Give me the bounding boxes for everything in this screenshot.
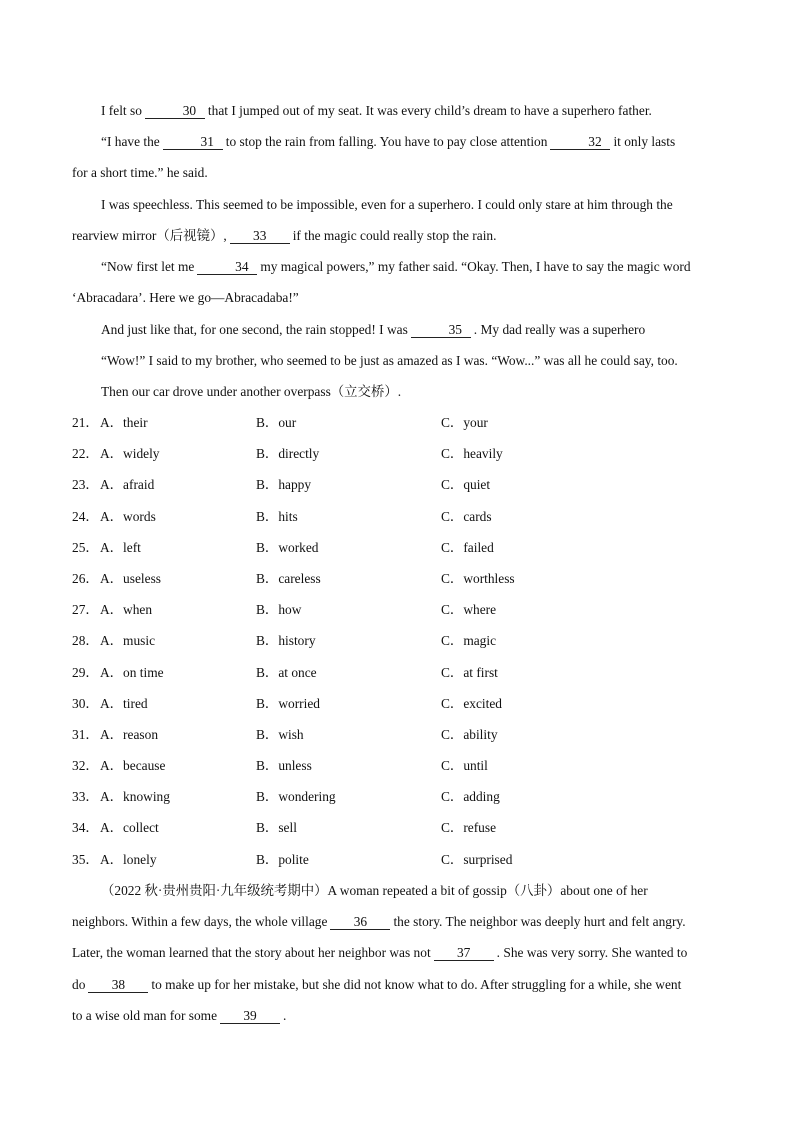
- option-b[interactable]: B．careless: [256, 570, 321, 586]
- blank-34[interactable]: 34: [197, 259, 257, 275]
- option-c[interactable]: C．heavily: [441, 446, 503, 462]
- paragraph-5: [72, 314, 722, 345]
- question-number: 30．: [72, 695, 99, 711]
- option-row: [72, 657, 722, 688]
- question-number: 26．: [72, 570, 99, 586]
- option-row: [72, 719, 722, 750]
- text: it only lasts: [613, 134, 676, 149]
- text: do: [72, 977, 86, 992]
- option-row: [72, 625, 722, 656]
- text: to stop the rain from falling. You have to pay close attention: [225, 134, 548, 149]
- text: .: [283, 1008, 287, 1023]
- paragraph-1: [72, 95, 722, 126]
- text: I felt so: [101, 103, 142, 118]
- option-row: [72, 532, 722, 563]
- option-row: [72, 688, 722, 719]
- option-b[interactable]: B．wondering: [256, 789, 336, 805]
- option-a[interactable]: A．afraid: [100, 477, 155, 493]
- option-row: [72, 750, 722, 781]
- text: the story. The neighbor was deeply hurt and felt angry.: [393, 914, 686, 929]
- option-b[interactable]: B．directly: [256, 446, 320, 462]
- question-number: 32．: [72, 758, 99, 774]
- question-number: 31．: [72, 726, 99, 742]
- question-number: 23．: [72, 477, 99, 493]
- option-a[interactable]: A．because: [100, 758, 166, 774]
- paragraph-4: [72, 251, 722, 282]
- option-b[interactable]: B．wish: [256, 726, 304, 742]
- text: And just like that, for one second, the rain stopped! I was: [101, 322, 408, 337]
- question-number: 28．: [72, 633, 99, 649]
- text: . My dad really was a superhero: [473, 322, 646, 337]
- blank-30[interactable]: 30: [145, 103, 205, 119]
- question-number: 29．: [72, 664, 99, 680]
- option-row: [72, 594, 722, 625]
- option-c[interactable]: C．worthless: [441, 570, 515, 586]
- text: neighbors. Within a few days, the whole village: [72, 914, 328, 929]
- options-list: [72, 407, 722, 875]
- option-a[interactable]: A．widely: [100, 446, 160, 462]
- option-a[interactable]: A．useless: [100, 570, 161, 586]
- blank-36[interactable]: 36: [330, 914, 390, 930]
- text: . She was very sorry. She wanted to: [496, 945, 688, 960]
- option-b[interactable]: B．worked: [256, 539, 319, 555]
- option-a[interactable]: A．their: [100, 415, 148, 430]
- option-a[interactable]: A．words: [100, 508, 156, 524]
- option-b[interactable]: B．worried: [256, 695, 320, 711]
- option-c[interactable]: C．where: [441, 602, 497, 618]
- option-b[interactable]: B．our: [256, 415, 297, 430]
- blank-38[interactable]: 38: [88, 977, 148, 993]
- option-c[interactable]: C．ability: [441, 726, 498, 742]
- paragraph-3: [72, 189, 722, 220]
- option-c[interactable]: C．until: [441, 758, 488, 774]
- paragraph-2: [72, 126, 722, 157]
- text: for a short time.” he said.: [72, 165, 208, 180]
- option-row: [72, 781, 722, 812]
- text: to make up for her mistake, but she did not know what to do. After struggling for a while, she went: [151, 977, 682, 992]
- option-a[interactable]: A．lonely: [100, 851, 157, 867]
- option-row: [72, 563, 722, 594]
- blank-31[interactable]: 31: [163, 134, 223, 150]
- blank-37[interactable]: 37: [434, 945, 494, 961]
- text: ‘Abracadara’. Here we go—Abracadaba!”: [72, 290, 299, 305]
- text: if the magic could really stop the rain.: [292, 228, 497, 243]
- option-b[interactable]: B．happy: [256, 477, 312, 493]
- option-c[interactable]: C．at first: [441, 664, 498, 680]
- option-c[interactable]: C．failed: [441, 539, 494, 555]
- option-row: [72, 407, 722, 438]
- question-number: 21．: [72, 415, 99, 430]
- paragraph-3-cont: [72, 220, 722, 251]
- text: Then our car drove under another overpass（立交桥）.: [101, 384, 402, 399]
- option-a[interactable]: A．when: [100, 602, 153, 618]
- text: “I have the: [101, 134, 160, 149]
- blank-39[interactable]: 39: [220, 1008, 280, 1024]
- option-c[interactable]: C．cards: [441, 508, 492, 524]
- option-c[interactable]: C．excited: [441, 695, 502, 711]
- option-a[interactable]: A．tired: [100, 695, 148, 711]
- blank-32[interactable]: 32: [550, 134, 610, 150]
- option-b[interactable]: B．polite: [256, 851, 309, 867]
- text: that I jumped out of my seat. It was every child’s dream to have a superhero father.: [207, 103, 652, 118]
- text: “Now first let me: [101, 259, 195, 274]
- option-row: [72, 812, 722, 843]
- paragraph-6: [72, 345, 722, 376]
- option-b[interactable]: B．unless: [256, 758, 312, 774]
- blank-35[interactable]: 35: [411, 322, 471, 338]
- text: to a wise old man for some: [72, 1008, 218, 1023]
- paragraph-7: [72, 376, 722, 407]
- text: I was speechless. This seemed to be impossible, even for a superhero. I could only stare at him through the: [101, 197, 673, 212]
- text: “Wow!” I said to my brother, who seemed to be just as amazed as I was. “Wow...” was all he could say, too.: [101, 353, 678, 368]
- option-c[interactable]: C．your: [441, 415, 488, 430]
- option-c[interactable]: C．refuse: [441, 820, 497, 836]
- option-a[interactable]: A．music: [100, 633, 156, 649]
- passage2-line-5: [72, 1000, 722, 1031]
- text: （2022 秋·贵州贵阳·九年级统考期中）A woman repeated a bit of gossip（八卦）about one of her: [101, 883, 648, 898]
- option-c[interactable]: C．adding: [441, 789, 500, 805]
- option-a[interactable]: A．collect: [100, 820, 159, 836]
- option-c[interactable]: C．magic: [441, 633, 497, 649]
- question-number: 34．: [72, 820, 99, 836]
- option-a[interactable]: A．reason: [100, 726, 159, 742]
- text: my magical powers,” my father said. “Okay. Then, I have to say the magic word: [260, 259, 691, 274]
- passage2-line-3: [72, 937, 722, 968]
- question-number: 24．: [72, 508, 99, 524]
- option-row: [72, 438, 722, 469]
- option-b[interactable]: B．how: [256, 602, 302, 618]
- option-c[interactable]: C．quiet: [441, 477, 491, 493]
- option-a[interactable]: A．on time: [100, 664, 164, 680]
- option-c[interactable]: C．surprised: [441, 851, 513, 867]
- question-number: 33．: [72, 789, 99, 805]
- option-b[interactable]: B．history: [256, 633, 316, 649]
- option-row: [72, 501, 722, 532]
- question-number: 22．: [72, 446, 99, 462]
- paragraph-2-cont: [72, 157, 722, 188]
- option-b[interactable]: B．sell: [256, 820, 297, 836]
- paragraph-4-cont: [72, 282, 722, 313]
- question-number: 35．: [72, 851, 99, 867]
- option-row: [72, 469, 722, 500]
- text: rearview mirror（后视镜）,: [72, 228, 227, 243]
- option-b[interactable]: B．at once: [256, 664, 317, 680]
- blank-33[interactable]: 33: [230, 228, 290, 244]
- option-b[interactable]: B．hits: [256, 508, 298, 524]
- text: Later, the woman learned that the story about her neighbor was not: [72, 945, 431, 960]
- question-number: 25．: [72, 539, 99, 555]
- option-a[interactable]: A．left: [100, 539, 141, 555]
- option-a[interactable]: A．knowing: [100, 789, 170, 805]
- passage2-line-2: [72, 906, 722, 937]
- passage2-line-4: [72, 969, 722, 1000]
- option-row: [72, 844, 722, 875]
- passage2-line-1: [72, 875, 722, 906]
- question-number: 27．: [72, 602, 99, 618]
